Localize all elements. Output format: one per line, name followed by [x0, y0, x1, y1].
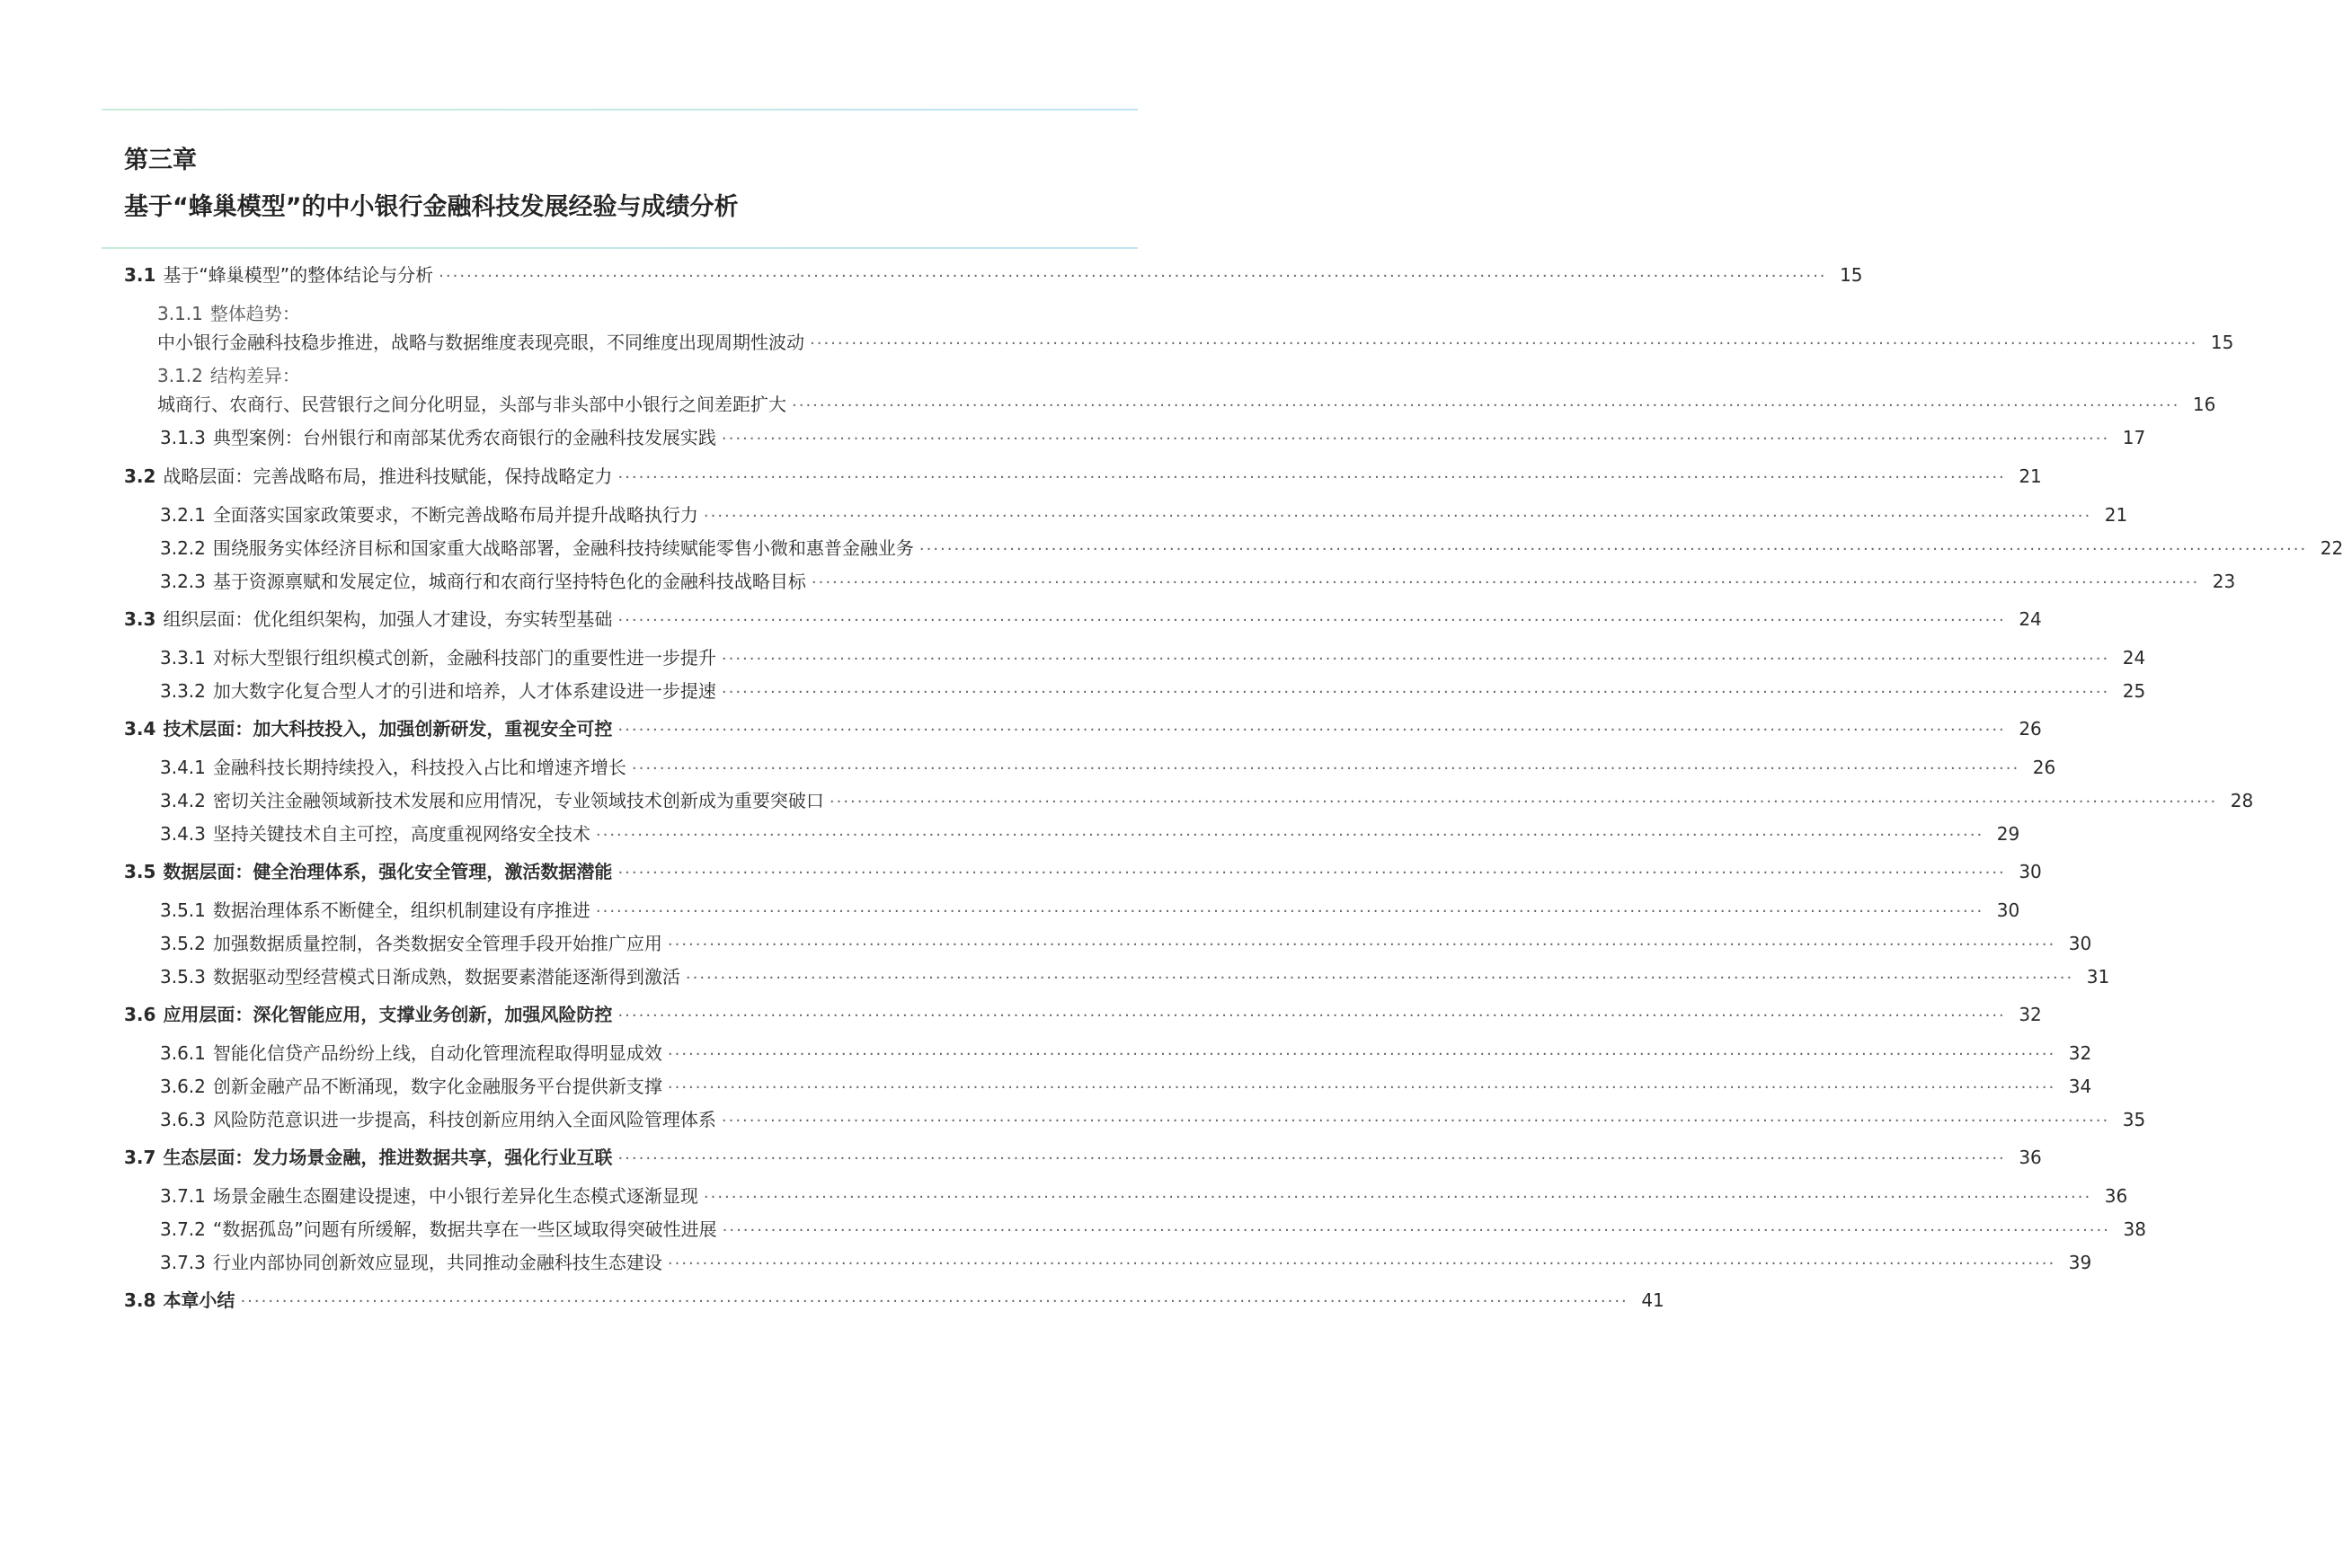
toc-entry-3-6[interactable] [124, 1000, 2042, 1026]
toc-page: 21 [2104, 504, 2128, 526]
toc-number: 3.1.1 [157, 303, 203, 324]
toc-number: 3.5 [124, 861, 156, 882]
toc-title: 城商行、农商行、民营银行之间分化明显，头部与非头部中小银行之间差距扩大 [157, 394, 786, 415]
toc-number: 3.7 [124, 1147, 156, 1168]
toc-title: 创新金融产品不断涌现，数字化金融服务平台提供新支撑 [212, 1076, 662, 1097]
toc-leader: ········································································································································································································ [617, 864, 2006, 882]
toc-entry-3-5-3[interactable] [160, 962, 2110, 988]
toc-leader: ········································································································································································································ [721, 1112, 2110, 1130]
toc-page: 36 [2019, 1147, 2042, 1168]
toc-page: 15 [2210, 332, 2234, 353]
toc-number: 3.6.2 [160, 1076, 206, 1097]
toc-number: 3.2.1 [160, 504, 206, 526]
toc-page: 24 [2122, 647, 2146, 669]
toc-entry-3-4-2[interactable] [160, 786, 2254, 812]
toc-page: 32 [2068, 1042, 2092, 1064]
toc-title: 围绕服务实体经济目标和国家重大战略部署，金融科技持续赋能零售小微和惠普金融业务 [212, 537, 914, 559]
toc-entry-3-1[interactable] [124, 261, 1863, 287]
toc-title: 应用层面：深化智能应用，支撑业务创新，加强风险防控 [163, 1004, 613, 1025]
toc-entry-3-3-2[interactable] [160, 677, 2146, 703]
toc-entry-3-5-2[interactable] [160, 929, 2092, 955]
toc-entry-3-3[interactable] [124, 605, 2042, 631]
toc-entry-3-6-1[interactable] [160, 1039, 2092, 1065]
toc-leader: ········································································································································································································ [829, 793, 2218, 811]
toc-leader: ········································································································································································································ [811, 573, 2200, 592]
toc-page: 24 [2019, 608, 2042, 630]
toc-entry-3-6-3[interactable] [160, 1105, 2146, 1131]
toc-entry-3-4[interactable] [124, 714, 2042, 740]
toc-page: 36 [2104, 1185, 2128, 1207]
toc-title: “数据孤岛”问题有所缓解，数据共享在一些区域取得突破性进展 [212, 1218, 717, 1240]
toc-entry-3-8[interactable] [124, 1286, 1664, 1312]
toc-sublabel-3-1-2 [157, 361, 300, 387]
toc-number: 3.1.3 [160, 427, 206, 448]
toc-entry-3-5[interactable] [124, 857, 2042, 883]
toc-page: 15 [1840, 264, 1863, 286]
toc-leader: ········································································································································································································ [722, 1221, 2110, 1240]
toc-entry-3-2[interactable] [124, 462, 2042, 488]
toc-entry-3-1-2[interactable] [157, 390, 2216, 416]
toc-page: 26 [2032, 757, 2056, 778]
toc-leader: ········································································································································································································ [617, 1149, 2006, 1168]
toc-page: 16 [2192, 394, 2216, 415]
toc-page: 26 [2019, 718, 2042, 740]
toc-leader: ········································································································································································································ [595, 902, 1984, 921]
toc-page: 34 [2068, 1076, 2092, 1097]
toc-leader: ········································································································································································································ [703, 1188, 2092, 1207]
toc-leader: ········································································································································································································ [617, 468, 2006, 487]
toc-entry-3-5-1[interactable] [160, 896, 2020, 922]
toc-title: 组织层面：优化组织架构，加强人才建设，夯实转型基础 [163, 608, 613, 630]
toc-number: 3.8 [124, 1289, 156, 1311]
toc-number: 3.7.1 [160, 1185, 206, 1207]
toc-leader: ········································································································································································································ [810, 334, 2198, 353]
toc-leader: ········································································································································································································ [792, 396, 2180, 415]
toc-entry-3-7[interactable] [124, 1143, 2042, 1169]
chapter-title: 基于“蜂巢模型”的中小银行金融科技发展经验与成绩分析 [124, 193, 739, 221]
toc-entry-3-4-3[interactable] [160, 819, 2020, 846]
toc-entry-3-1-3[interactable] [160, 423, 2146, 449]
toc-number: 3.3 [124, 608, 156, 630]
toc-leader: ········································································································································································································ [685, 969, 2074, 988]
toc-leader: ········································································································································································································ [631, 759, 2020, 778]
toc-page: 30 [2019, 861, 2042, 882]
toc-number: 3.4.3 [160, 823, 206, 845]
toc-number: 3.2.2 [160, 537, 206, 559]
toc-leader: ········································································································································································································ [617, 721, 2006, 740]
toc-title: 金融科技长期持续投入，科技投入占比和增速齐增长 [212, 757, 626, 778]
toc-number: 3.5.3 [160, 966, 206, 988]
toc-title: 加大数字化复合型人才的引进和培养，人才体系建设进一步提速 [212, 680, 716, 702]
toc-page: 38 [2123, 1218, 2146, 1240]
toc-number: 3.6.1 [160, 1042, 206, 1064]
toc-number: 3.4.2 [160, 790, 206, 811]
toc-number: 3.6 [124, 1004, 156, 1025]
toc-entry-3-7-1[interactable] [160, 1182, 2128, 1208]
toc-page: 29 [1996, 823, 2020, 845]
toc-page: 32 [2019, 1004, 2042, 1025]
toc-leader: ········································································································································································································ [703, 507, 2092, 526]
toc-leader: ········································································································································································································ [617, 1006, 2006, 1025]
toc-title: 坚持关键技术自主可控，高度重视网络安全技术 [212, 823, 590, 845]
toc-leader: ········································································································································································································ [721, 650, 2110, 669]
toc-title: 数据治理体系不断健全，组织机制建设有序推进 [212, 899, 590, 921]
toc-page: 41 [1641, 1289, 1664, 1311]
toc-page: 25 [2122, 680, 2146, 702]
toc-entry-3-1-1[interactable] [157, 328, 2234, 354]
toc-number: 3.7.3 [160, 1252, 206, 1273]
toc-page: 23 [2212, 571, 2236, 592]
toc-leader: ········································································································································································································ [721, 430, 2110, 448]
toc-page: 21 [2019, 465, 2042, 487]
toc-page: 39 [2068, 1252, 2092, 1273]
toc-number: 3.1 [124, 264, 156, 286]
toc-title: 战略层面：完善战略布局，推进科技赋能，保持战略定力 [163, 465, 613, 487]
toc-number: 3.2.3 [160, 571, 206, 592]
toc-leader: ········································································································································································································ [595, 826, 1984, 845]
toc-page: 28 [2230, 790, 2254, 811]
toc-number: 3.5.1 [160, 899, 206, 921]
toc-leader: ········································································································································································································ [919, 540, 2308, 559]
toc-title: 基于资源禀赋和发展定位，城商行和农商行坚持特色化的金融科技战略目标 [212, 571, 806, 592]
toc-title: 场景金融生态圈建设提速，中小银行差异化生态模式逐渐显现 [212, 1185, 698, 1207]
toc-title: 全面落实国家政策要求，不断完善战略布局并提升战略执行力 [212, 504, 698, 526]
toc-title: 技术层面：加大科技投入，加强创新研发，重视安全可控 [163, 718, 613, 740]
toc-title: 加强数据质量控制，各类数据安全管理手段开始推广应用 [212, 933, 662, 954]
toc-number: 3.3.1 [160, 647, 206, 669]
toc-page: 35 [2122, 1109, 2146, 1130]
toc-leader: ········································································································································································································ [721, 683, 2110, 702]
toc-number: 3.3.2 [160, 680, 206, 702]
toc-entry-3-7-3[interactable] [160, 1248, 2092, 1274]
toc-title: 风险防范意识进一步提高，科技创新应用纳入全面风险管理体系 [212, 1109, 716, 1130]
toc-leader: ········································································································································································································ [667, 1078, 2056, 1097]
toc-title: 智能化信贷产品纷纷上线，自动化管理流程取得明显成效 [212, 1042, 662, 1064]
toc-number: 3.4.1 [160, 757, 206, 778]
toc-number: 3.4 [124, 718, 156, 740]
toc-page: 22 [2320, 537, 2343, 559]
toc-title: 数据驱动型经营模式日渐成熟，数据要素潜能逐渐得到激活 [212, 966, 680, 988]
toc-entry-3-2-1[interactable] [160, 501, 2128, 527]
toc-leader: ········································································································································································································ [617, 611, 2006, 630]
toc-entry-3-4-1[interactable] [160, 753, 2056, 779]
toc-title: 本章小结 [163, 1289, 235, 1311]
toc-leader: ········································································································································································································ [667, 1045, 2056, 1064]
toc-leader: ········································································································································································································ [439, 267, 1827, 286]
toc-leader: ········································································································································································································ [667, 1254, 2056, 1273]
toc-page: 30 [1996, 899, 2020, 921]
toc-number: 3.2 [124, 465, 156, 487]
toc-title: 典型案例：台州银行和南部某优秀农商银行的金融科技发展实践 [212, 427, 716, 448]
toc-leader: ········································································································································································································ [667, 935, 2056, 954]
toc-entry-3-3-1[interactable] [160, 643, 2146, 669]
toc-title: 数据层面：健全治理体系，强化安全管理，激活数据潜能 [163, 861, 613, 882]
toc-number: 3.5.2 [160, 933, 206, 954]
chapter-label: 第三章 [124, 146, 197, 174]
toc-title: 基于“蜂巢模型”的整体结论与分析 [163, 264, 434, 286]
toc-title: 对标大型银行组织模式创新，金融科技部门的重要性进一步提升 [212, 647, 716, 669]
toc-title: 生态层面：发力场景金融，推进数据共享，强化行业互联 [163, 1147, 613, 1168]
toc-number: 3.1.2 [157, 365, 203, 386]
toc-page: 31 [2086, 966, 2110, 988]
toc-leader: ········································································································································································································ [240, 1292, 1629, 1311]
toc-page: 30 [2068, 933, 2092, 954]
toc-number: 3.7.2 [160, 1218, 206, 1240]
toc-label: 结构差异： [209, 365, 300, 386]
toc-entry-3-6-2[interactable] [160, 1072, 2092, 1098]
toc-title: 密切关注金融领域新技术发展和应用情况，专业领域技术创新成为重要突破口 [212, 790, 824, 811]
toc-title: 中小银行金融科技稳步推进，战略与数据维度表现亮眼，不同维度出现周期性波动 [157, 332, 804, 353]
toc-entry-3-2-3[interactable] [160, 567, 2236, 593]
toc-sublabel-3-1-1 [157, 299, 300, 325]
toc-entry-3-2-2[interactable] [160, 534, 2343, 560]
toc-page: 17 [2122, 427, 2146, 448]
toc-label: 整体趋势： [209, 303, 300, 324]
toc-entry-3-7-2[interactable] [160, 1215, 2146, 1241]
toc-title: 行业内部协同创新效应显现，共同推动金融科技生态建设 [212, 1252, 662, 1273]
toc-number: 3.6.3 [160, 1109, 206, 1130]
